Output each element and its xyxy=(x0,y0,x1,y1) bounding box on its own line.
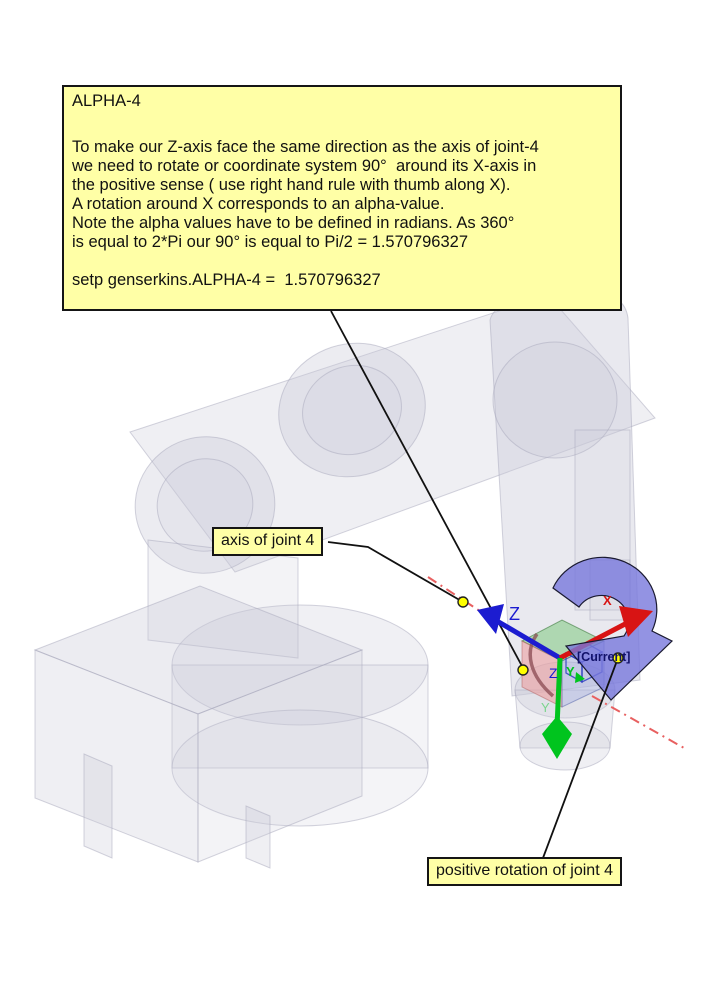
note-line: A rotation around X corresponds to an alpha-value. xyxy=(72,195,445,213)
note-box xyxy=(62,85,622,311)
note-line: To make our Z-axis face the same direction as the axis of joint-4 xyxy=(72,138,539,156)
y-small-label: Y xyxy=(566,664,575,679)
note-title: ALPHA-4 xyxy=(72,92,141,110)
robot-base-slot-left xyxy=(84,754,112,858)
robot-base-slot-right xyxy=(246,806,270,868)
note-line: the positive sense ( use right hand rule with thumb along X). xyxy=(72,176,511,194)
note-line: is equal to 2*Pi our 90° is equal to Pi/2 = 1.570796327 xyxy=(72,233,469,251)
z-axis-arrowhead xyxy=(477,604,504,634)
note-line: Note the alpha values have to be defined in radians. As 360° xyxy=(72,214,515,232)
note-body xyxy=(72,138,612,252)
current-frame-label: [Current] xyxy=(577,650,631,664)
axis-label-leader-line xyxy=(328,542,463,602)
note-line: we need to rotate or coordinate system 90° around its X-axis in xyxy=(72,157,537,175)
callout-positive-rotation-joint4: positive rotation of joint 4 xyxy=(427,857,622,886)
marker-origin-point xyxy=(518,665,528,675)
x-axis-label: X xyxy=(603,593,612,608)
z-axis-label: Z xyxy=(509,604,520,624)
note-command: setp genserkins.ALPHA-4 = 1.570796327 xyxy=(72,271,381,289)
marker-axis-point xyxy=(458,597,468,607)
z-small-label: Z xyxy=(549,665,558,681)
y-hidden-label: Y xyxy=(541,700,550,715)
callout-axis-of-joint4: axis of joint 4 xyxy=(212,527,323,556)
